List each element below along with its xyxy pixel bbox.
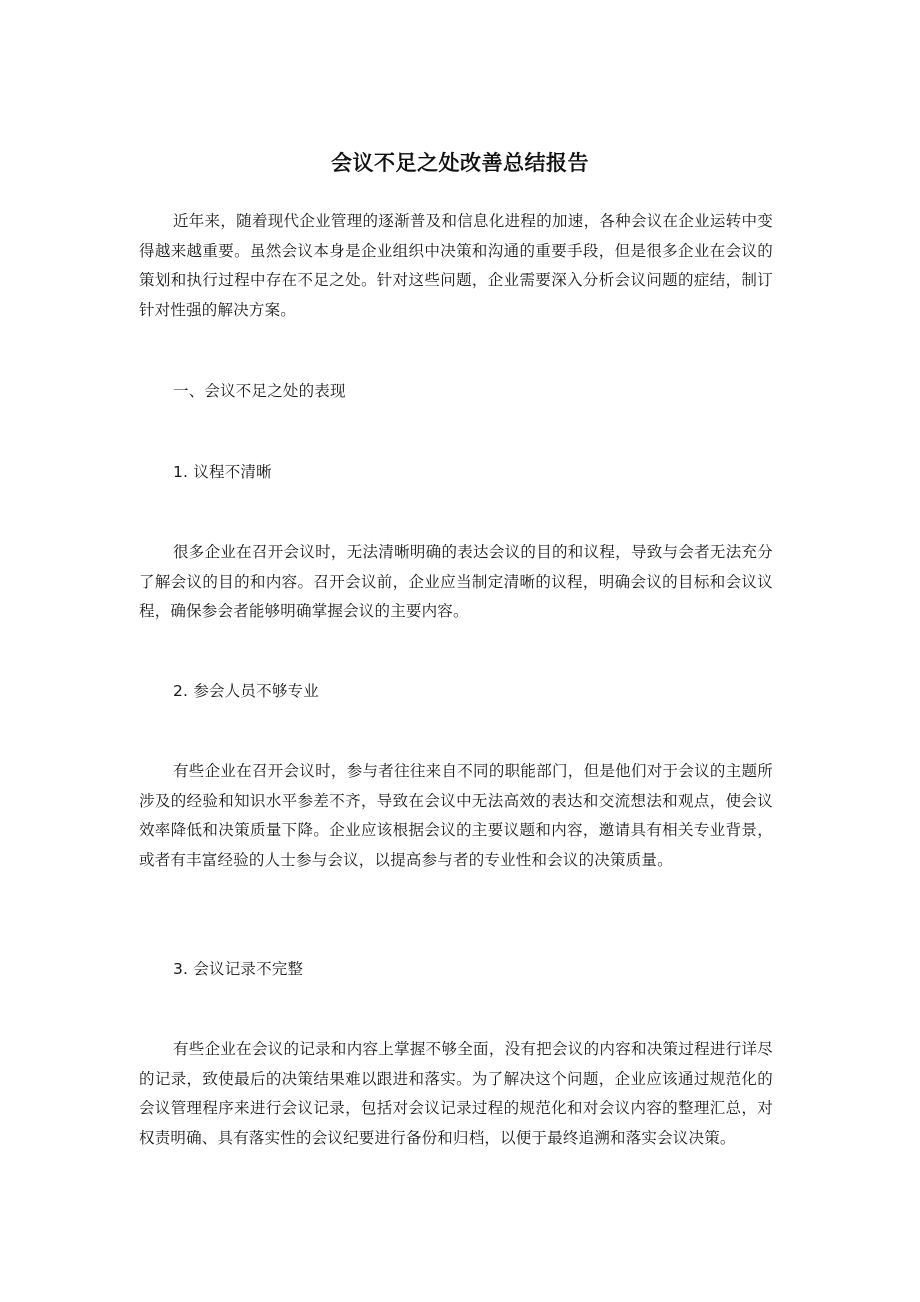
item-heading-3: 3. 会议记录不完整: [173, 960, 304, 978]
item-heading-2: 2. 参会人员不够专业: [173, 682, 319, 700]
document-title: 会议不足之处改善总结报告: [331, 151, 589, 176]
item-paragraph-3: 有些企业在会议的记录和内容上掌握不够全面，没有把会议的内容和决策过程进行详尽的记录，致使最后的决策结果难以跟进和落实。为了解决这个问题，企业应该通过规范化的会议管理程序来进行会议记录，包括对会议记录过程的规范化和对会议内容的整理汇总，对权责明确、具有落实性的会议纪要进行备份和归档，以便于最终追溯和落实会议决策。: [139, 1040, 773, 1147]
item-heading-1: 1. 议程不清晰: [173, 463, 272, 481]
item-paragraph-2: 有些企业在召开会议时，参与者往往来自不同的职能部门，但是他们对于会议的主题所涉及的经验和知识水平参差不齐，导致在会议中无法高效的表达和交流想法和观点，使会议效率降低和决策质量下降。企业应该根据会议的主要议题和内容，邀请具有相关专业背景，或者有丰富经验的人士参与会议，以提高参与者的专业性和会议的决策质量。: [139, 762, 773, 869]
section-heading-1: 一、会议不足之处的表现: [173, 382, 346, 400]
item-paragraph-1: 很多企业在召开会议时，无法清晰明确的表达会议的目的和议程，导致与会者无法充分了解会议的目的和内容。召开会议前，企业应当制定清晰的议程，明确会议的目标和会议议程，确保参会者能够明确掌握会议的主要内容。: [139, 543, 773, 621]
intro-paragraph: 近年来，随着现代企业管理的逐渐普及和信息化进程的加速，各种会议在企业运转中变得越来越重要。虽然会议本身是企业组织中决策和沟通的重要手段，但是很多企业在会议的策划和执行过程中存在不足之处。针对这些问题，企业需要深入分析会议问题的症结，制订针对性强的解决方案。: [139, 212, 773, 319]
